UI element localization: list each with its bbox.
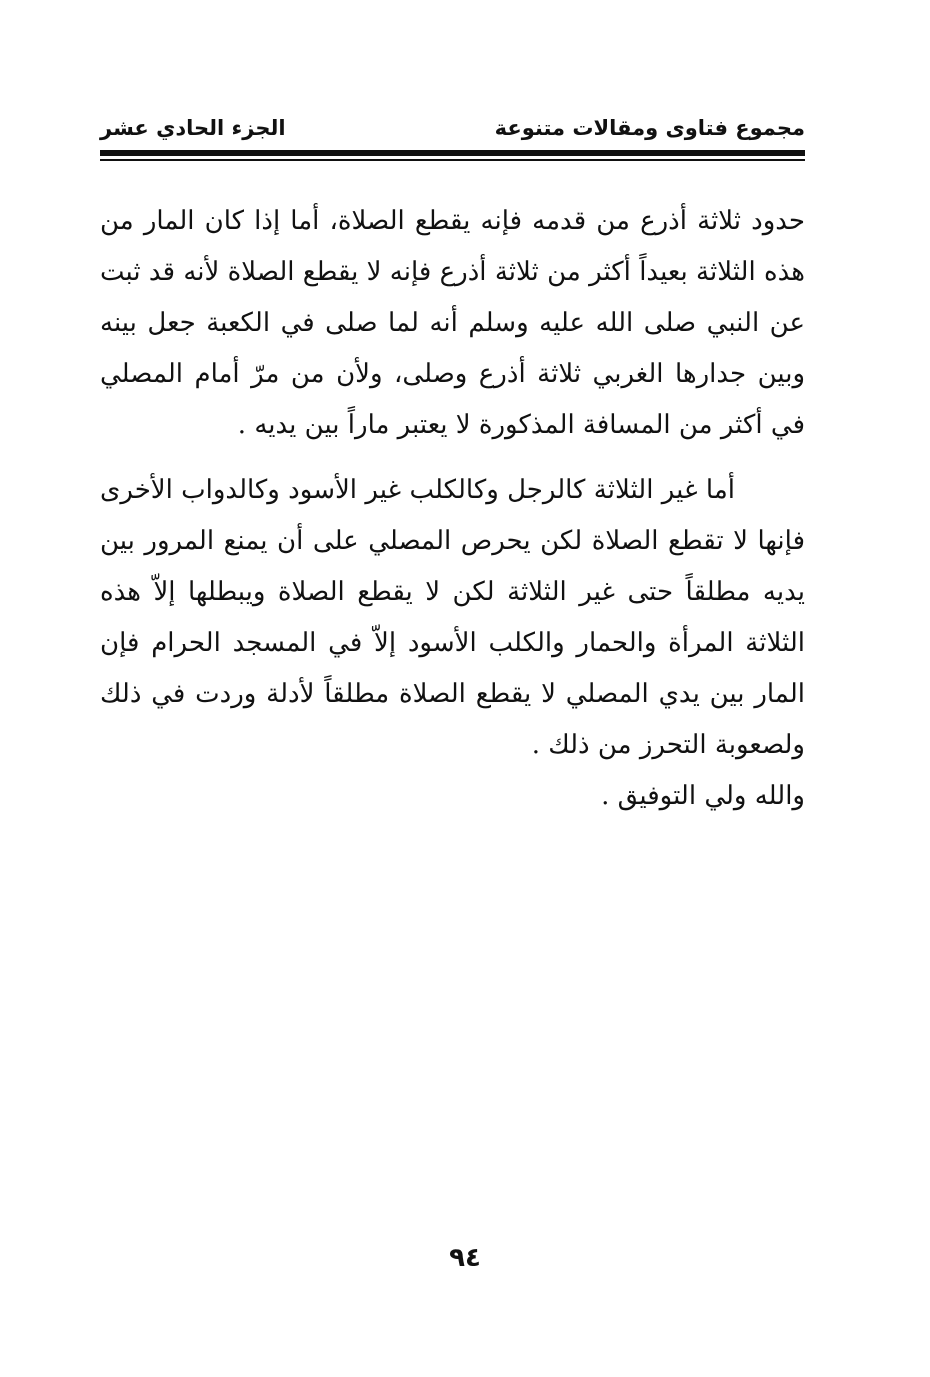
volume-label: الجزء الحادي عشر (100, 116, 286, 140)
paragraph-2: أما غير الثلاثة كالرجل وكالكلب غير الأسود وكالدواب الأخرى فإنها لا تقطع الصلاة لكن يحرص المصلي على أن يمنع المرور بين يديه مطلقاً حتى غير الثلاثة لكن لا يقطع الصلاة ويبطلها إلاّ هذه الثلاثة المرأة والحمار والكلب الأسود إلاّ في المسجد الحرام فإن المار بين يدي المصلي لا يقطع الصلاة مطلقاً لأدلة وردت في ذلك ولصعوبة التحرز من ذلك . (100, 475, 805, 760)
body-text (100, 196, 805, 822)
page-number: ٩٤ (449, 1243, 481, 1273)
closing-line: والله ولي التوفيق . (601, 781, 805, 811)
header-rule-thin (100, 159, 805, 161)
running-header (100, 108, 805, 148)
paragraph-1: حدود ثلاثة أذرع من قدمه فإنه يقطع الصلاة، أما إذا كان المار من هذه الثلاثة بعيداً أكثر من ثلاثة أذرع فإنه لا يقطع الصلاة لأنه قد ثبت عن النبي صلى الله عليه وسلم أنه لما صلى في الكعبة جعل بينه وبين جدارها الغربي ثلاثة أذرع وصلى، ولأن من مرّ أمام المصلي في أكثر من المسافة المذكورة لا يعتبر ماراً بين يديه . (100, 206, 805, 440)
book-title: مجموع فتاوى ومقالات متنوعة (494, 116, 805, 140)
header-rule-thick (100, 150, 805, 156)
